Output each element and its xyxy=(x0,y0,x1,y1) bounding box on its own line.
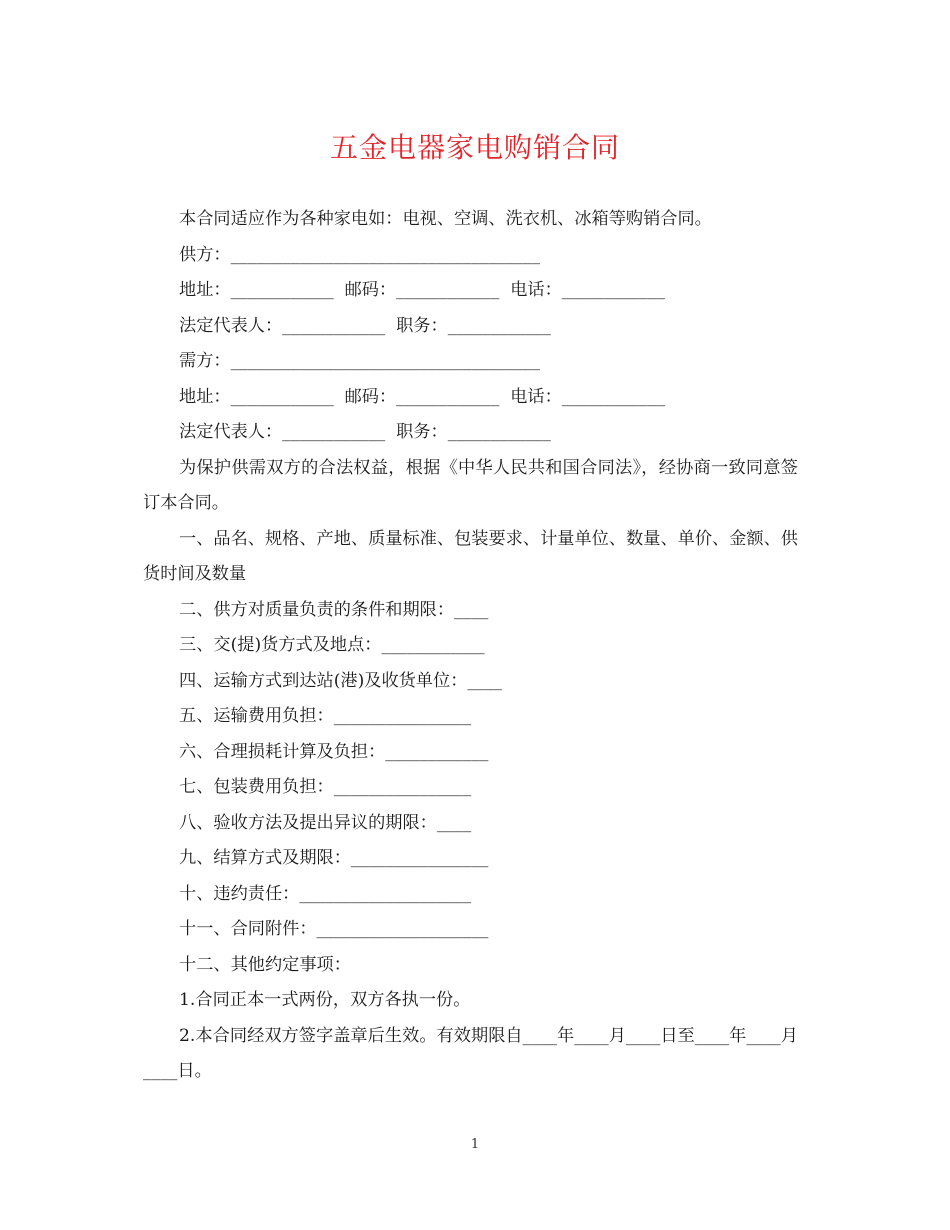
buyer-address-line: 地址：____________ 邮码：____________ 电话：____________ xyxy=(179,386,665,407)
other-term-2: 2.本合同经双方签字盖章后生效。有效期限自____年____月____日至____年____月____日。 xyxy=(143,1025,798,1081)
buyer-line: 需方：____________________________________ xyxy=(179,351,540,371)
clause-7: 七、包装费用负担：________________ xyxy=(179,777,472,797)
clause-2: 二、供方对质量负责的条件和期限：____ xyxy=(179,599,489,620)
intro-paragraph: 本合同适应作为各种家电如：电视、空调、洗衣机、冰箱等购销合同。 xyxy=(179,209,712,229)
document-body xyxy=(143,202,798,1090)
clause-4: 四、运输方式到达站(港)及收货单位：____ xyxy=(179,670,502,691)
buyer-representative-line: 法定代表人：____________ 职务：____________ xyxy=(179,422,551,442)
clause-1: 一、品名、规格、产地、质量标准、包装要求、计量单位、数量、单价、金额、供货时间及数量 xyxy=(143,528,798,584)
supplier-line: 供方：____________________________________ xyxy=(179,244,540,265)
clause-10: 十、违约责任：____________________ xyxy=(179,883,472,904)
clause-11: 十一、合同附件：____________________ xyxy=(179,919,489,939)
supplier-representative-line: 法定代表人：____________ 职务：____________ xyxy=(179,315,551,336)
document-title: 五金电器家电购销合同 xyxy=(329,131,620,164)
clause-6: 六、合理损耗计算及负担：____________ xyxy=(179,741,489,762)
page-number: 1 xyxy=(470,1137,480,1152)
supplier-address-line: 地址：____________ 邮码：____________ 电话：____________ xyxy=(179,280,665,300)
clause-5: 五、运输费用负担：________________ xyxy=(179,706,472,726)
clause-12: 十二、其他约定事项： xyxy=(179,954,351,975)
clause-3: 三、交(提)货方式及地点：____________ xyxy=(179,635,485,655)
clause-8: 八、验收方法及提出异议的期限：____ xyxy=(179,812,472,833)
clause-9: 九、结算方式及期限：________________ xyxy=(179,848,489,868)
other-term-1: 1.合同正本一式两份，双方各执一份。 xyxy=(179,990,471,1010)
preamble-paragraph: 为保护供需双方的合法权益，根据《中华人民共和国合同法》，经协商一致同意签订本合同。 xyxy=(143,457,798,513)
